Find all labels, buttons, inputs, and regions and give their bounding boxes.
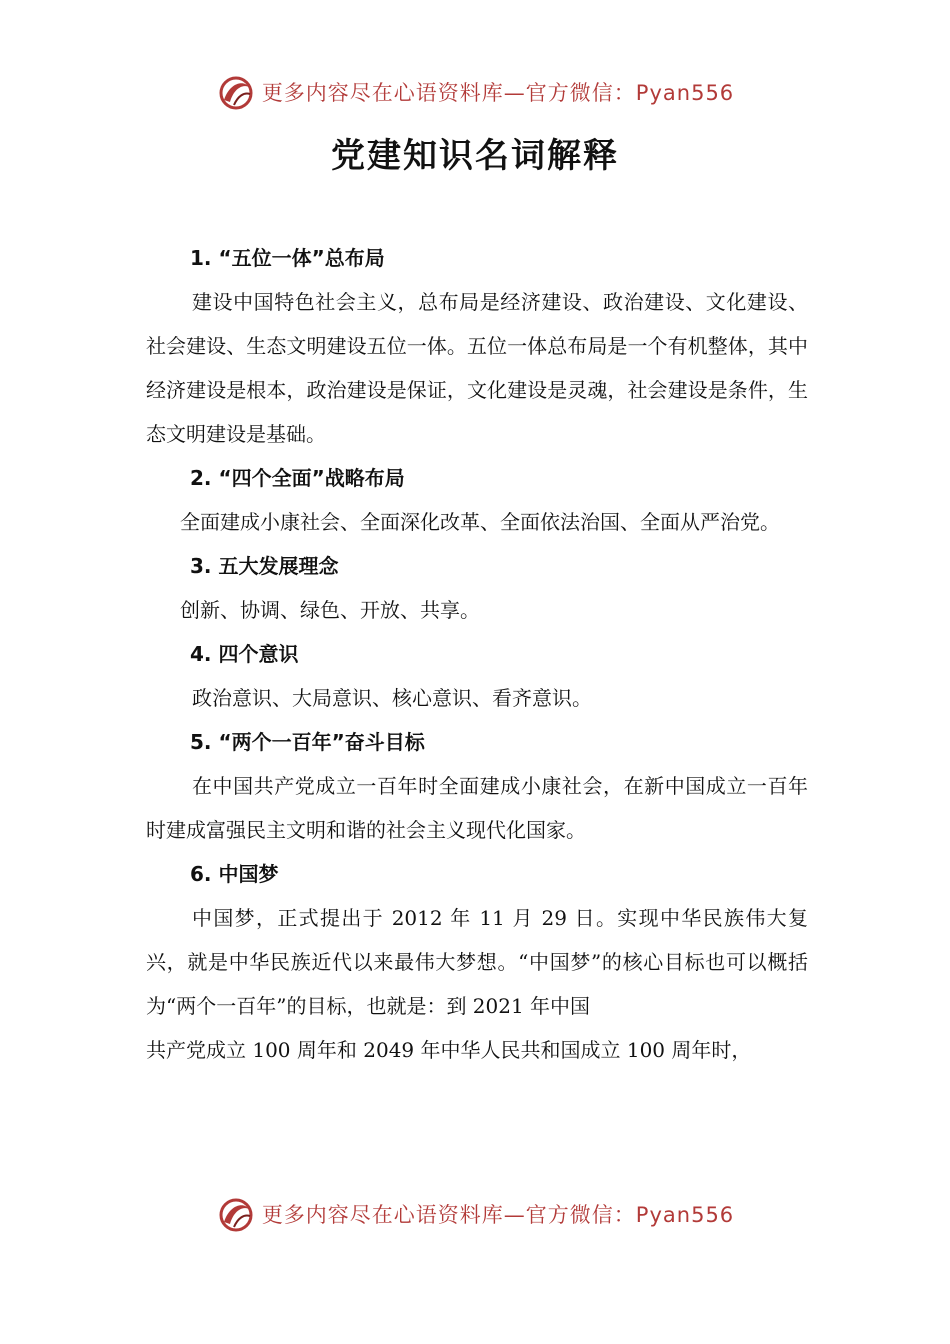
page-title: 党建知识名词解释 <box>331 136 619 176</box>
section-body-6-continuation: 共产党成立 100 周年和 2049 年中华人民共和国成立 100 周年时， <box>146 1038 752 1062</box>
footer-banner <box>0 1194 950 1234</box>
header-banner <box>0 72 950 112</box>
banner-text: 更多内容尽在心语资料库—官方微信：Pyan556 <box>261 1203 735 1227</box>
section-body-5: 在中国共产党成立一百年时全面建成小康社会，在新中国成立一百年时建成富强民主文明和谐的社会主义现代化国家。 <box>146 774 808 842</box>
section-heading-5: 5. “两个一百年”奋斗目标 <box>190 730 425 754</box>
section-body-3: 创新、协调、绿色、开放、共享。 <box>180 598 480 622</box>
section-heading-3: 3. 五大发展理念 <box>190 554 339 578</box>
section-body-1: 建设中国特色社会主义，总布局是经济建设、政治建设、文化建设、社会建设、生态文明建设五位一体。五位一体总布局是一个有机整体，其中经济建设是根本，政治建设是保证，文化建设是灵魂，社会建设是条件，生态文明建设是基础。 <box>146 290 808 446</box>
section-body-2: 全面建成小康社会、全面深化改革、全面依法治国、全面从严治党。 <box>180 510 780 534</box>
section-heading-4: 4. 四个意识 <box>190 642 299 666</box>
section-body-6: 中国梦，正式提出于 2012 年 11 月 29 日。实现中华民族伟大复兴，就是中华民族近代以来最伟大梦想。“中国梦”的核心目标也可以概括为“两个一百年”的目标，也就是：到 2021 年中国 <box>146 906 808 1018</box>
red-swirl-logo-icon <box>216 72 256 112</box>
red-swirl-logo-icon <box>216 1194 256 1234</box>
section-heading-6: 6. 中国梦 <box>190 862 279 886</box>
section-heading-2: 2. “四个全面”战略布局 <box>190 466 405 490</box>
document-body <box>146 236 808 1072</box>
section-heading-1: 1. “五位一体”总布局 <box>190 246 385 270</box>
section-body-4: 政治意识、大局意识、核心意识、看齐意识。 <box>192 686 592 710</box>
banner-text: 更多内容尽在心语资料库—官方微信：Pyan556 <box>261 81 735 105</box>
